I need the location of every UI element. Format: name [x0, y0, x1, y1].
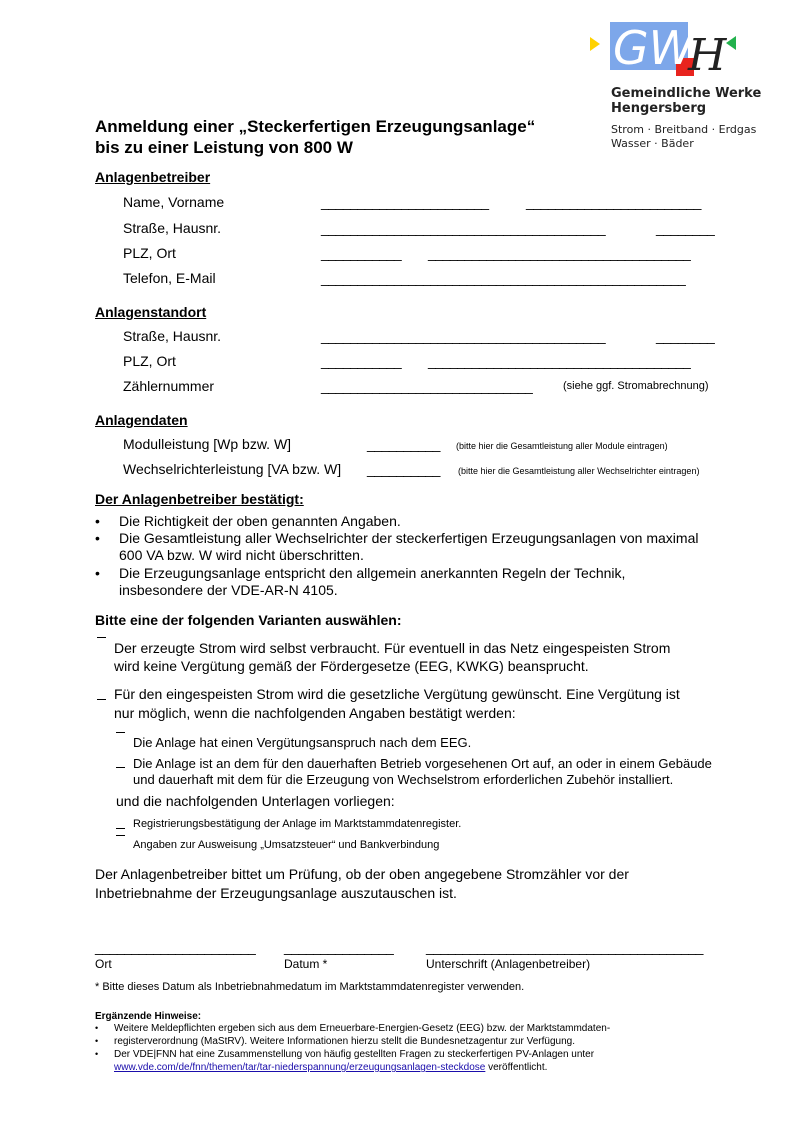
label-ort-sign: Ort [95, 957, 112, 971]
label-zaehler: Zählernummer [123, 378, 215, 394]
checkbox-sub-eeg[interactable] [116, 732, 125, 733]
logo-services-line2: Wasser · Bäder [611, 137, 694, 150]
field-wechselrichterleistung[interactable]: __________ [367, 461, 440, 477]
label-standort-plz: PLZ, Ort [123, 353, 176, 369]
unterlagen-registrierung: Registrierungsbestätigung der Anlage im Marktstammdatenregister. [133, 818, 462, 830]
form-title-line1: Anmeldung einer „Steckerfertigen Erzeugungsanlage“ [95, 117, 536, 136]
field-modulleistung[interactable]: __________ [367, 436, 440, 452]
label-modulleistung: Modulleistung [Wp bzw. W] [123, 436, 292, 452]
label-unterschrift: Unterschrift (Anlagenbetreiber) [426, 957, 591, 971]
logo-green-triangle [726, 36, 736, 50]
label-plz: PLZ, Ort [123, 245, 176, 261]
label-standort-strasse: Straße, Hausnr. [123, 328, 222, 344]
field-ort[interactable]: ____________________________________ [428, 245, 691, 261]
label-strasse: Straße, Hausnr. [123, 220, 222, 236]
bestaetigt-item-2a: Die Gesamtleistung aller Wechselrichter der steckerfertigen Erzeugungsanlagen von maximal [119, 530, 699, 546]
section-anlagendaten: Anlagendaten [95, 412, 188, 428]
field-vorname[interactable]: ________________________ [526, 194, 701, 210]
sub-gebaeude-line1: Die Anlage ist an dem für den dauerhaften Betrieb vorgesehenen Ort auf, an oder in einem Gebäude [133, 756, 712, 771]
datum-note: * Bitte dieses Datum als Inbetriebnahmedatum im Marktstammdatenregister verwenden. [95, 981, 525, 993]
logo-org-line2: Hengersberg [611, 101, 707, 116]
checkbox-registrierung[interactable] [116, 828, 125, 829]
checkbox-sub-gebaeude[interactable] [116, 767, 125, 768]
checkbox-variante-1[interactable] [97, 637, 106, 638]
hinweise-heading: Ergänzende Hinweise: [95, 1011, 202, 1022]
logo-org-line1: Gemeindliche Werke [611, 86, 762, 101]
bestaetigt-item-1: Die Richtigkeit der oben genannten Angaben. [119, 513, 401, 529]
field-standort-ort[interactable]: ____________________________________ [428, 353, 691, 369]
hinweis-link-suffix: veröffentlicht. [485, 1062, 548, 1073]
vde-faq-link[interactable]: www.vde.com/de/fnn/themen/tar/tar-niederspannung/erzeugungsanlagen-steckdose [114, 1062, 486, 1073]
field-hausnr[interactable]: ________ [656, 220, 715, 236]
label-name: Name, Vorname [123, 194, 225, 210]
field-standort-plz[interactable]: ___________ [321, 353, 402, 369]
modul-hint: (bitte hier die Gesamtleistung aller Module eintragen) [456, 441, 668, 451]
field-zaehlernummer[interactable]: _____________________________ [321, 378, 533, 394]
hinweis-2: registerverordnung (MaStRV). Weitere Informationen hierzu stellt die Bundesnetzagentur zur Verfügung. [114, 1036, 575, 1047]
bullet-icon: • [95, 1023, 99, 1033]
bestaetigt-item-3a: Die Erzeugungsanlage entspricht den allgemein anerkannten Regeln der Technik, [119, 565, 626, 581]
unterlagen-intro: und die nachfolgenden Unterlagen vorliegen: [116, 793, 395, 809]
varianten-heading: Bitte eine der folgenden Varianten auswählen: [95, 612, 402, 628]
variante-2-line2: nur möglich, wenn die nachfolgenden Angaben bestätigt werden: [114, 705, 516, 721]
field-strasse[interactable]: _______________________________________ [321, 220, 606, 236]
bullet-icon: • [95, 1036, 99, 1046]
hinweis-1: Weitere Meldepflichten ergeben sich aus dem Erneuerbare-Energien-Gesetz (EEG) bzw. der Marktstammdaten- [114, 1023, 611, 1034]
logo-yellow-triangle [590, 37, 600, 51]
variante-1-line2: wird keine Vergütung gemäß der Fördergesetze (EEG, KWKG) beansprucht. [114, 658, 589, 674]
bullet-icon: • [95, 513, 100, 529]
bullet-icon: • [95, 530, 100, 546]
field-datum[interactable]: _______________ [284, 939, 394, 955]
form-title-line2: bis zu einer Leistung von 800 W [95, 138, 353, 157]
gwh-logo [588, 20, 758, 82]
field-ort-sign[interactable]: ______________________ [95, 939, 256, 955]
logo-letters-gw: GW [613, 21, 695, 75]
pruefung-line2: Inbetriebnahme der Erzeugungsanlage auszutauschen ist. [95, 885, 457, 901]
field-standort-hausnr[interactable]: ________ [656, 328, 715, 344]
zaehler-hint: (siehe ggf. Stromabrechnung) [563, 380, 709, 392]
field-standort-strasse[interactable]: _______________________________________ [321, 328, 606, 344]
logo-services-line1: Strom · Breitband · Erdgas [611, 123, 757, 136]
label-wechselrichterleistung: Wechselrichterleistung [VA bzw. W] [123, 461, 342, 477]
checkbox-variante-2[interactable] [97, 699, 106, 700]
variante-1-line1: Der erzeugte Strom wird selbst verbraucht. Für eventuell in das Netz eingespeisten Strom [114, 640, 671, 656]
field-unterschrift[interactable]: ______________________________________ [426, 939, 703, 955]
section-anlagenstandort: Anlagenstandort [95, 304, 207, 320]
label-telefon: Telefon, E-Mail [123, 270, 216, 286]
wr-hint: (bitte hier die Gesamtleistung aller Wechselrichter eintragen) [458, 466, 700, 476]
bestaetigt-item-3b: insbesondere der VDE-AR-N 4105. [119, 582, 338, 598]
bestaetigt-item-2b: 600 VA bzw. W wird nicht überschritten. [119, 547, 364, 563]
section-bestaetigt: Der Anlagenbetreiber bestätigt: [95, 491, 304, 507]
logo-letter-h: H [688, 30, 727, 81]
sub-gebaeude-line2: und dauerhaft mit dem für die Erzeugung von Wechselstrom erforderlichen Zubehör installiert. [133, 772, 674, 787]
bullet-icon: • [95, 1049, 99, 1059]
hinweis-3: Der VDE|FNN hat eine Zusammenstellung von häufig gestellten Fragen zu steckerfertigen PV-Anlagen unter [114, 1049, 595, 1060]
bullet-icon: • [95, 565, 100, 581]
pruefung-line1: Der Anlagenbetreiber bittet um Prüfung, ob der oben angegebene Stromzähler vor der [95, 866, 629, 882]
label-datum: Datum * [284, 957, 328, 971]
variante-2-line1: Für den eingespeisten Strom wird die gesetzliche Vergütung gewünscht. Eine Vergütung ist [114, 686, 680, 702]
section-anlagenbetreiber: Anlagenbetreiber [95, 169, 211, 185]
field-telefon-email[interactable]: __________________________________________________ [321, 270, 686, 286]
field-name[interactable]: _______________________ [321, 194, 489, 210]
hinweis-link-line [114, 1061, 547, 1074]
checkbox-umsatzsteuer[interactable] [116, 835, 125, 836]
field-plz[interactable]: ___________ [321, 245, 402, 261]
sub-eeg: Die Anlage hat einen Vergütungsanspruch nach dem EEG. [133, 735, 472, 750]
unterlagen-umsatzsteuer: Angaben zur Ausweisung „Umsatzsteuer“ und Bankverbindung [133, 839, 440, 851]
